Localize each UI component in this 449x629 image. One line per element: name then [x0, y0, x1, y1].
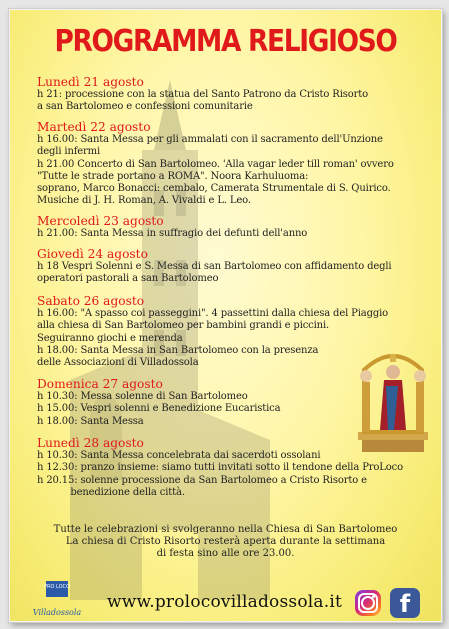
event-line: h 21.00 Concerto di San Bartolomeo. 'Alla vagar leder till roman' ovvero — [37, 158, 394, 170]
poster-title: PROGRAMMA RELIGIOSO — [54, 24, 397, 59]
event-line: h 18.00: Santa Messa in San Bartolomeo con la presenza — [37, 344, 319, 356]
day-heading: Lunedì 21 agosto — [37, 75, 144, 89]
event-line: delle Associazioni di Villadossola — [37, 357, 199, 369]
event-line: operatori pastorali a san Bartolomeo — [37, 273, 219, 285]
saint-statue-image — [358, 346, 428, 454]
facebook-icon[interactable]: f — [390, 588, 420, 618]
event-line: h 21: processione con la statua del Santo Patrono da Cristo Risorto — [37, 89, 368, 100]
event-line: Seguiranno giochi e merenda — [37, 332, 183, 344]
event-line: h 10.30: Messa solenne di San Bartolomeo — [37, 391, 248, 402]
event-line: "Tutte le strade portano a ROMA". Noora Karhuluoma: — [37, 170, 309, 182]
closing-line: Tutte le celebrazioni si svolgeranno nella Chiesa di San Bartolomeo — [53, 524, 398, 535]
instagram-icon[interactable] — [355, 590, 381, 616]
event-line: h 18 Vespri Solenni e S. Messa di san Bartolomeo con affidamento degli — [37, 261, 392, 272]
logo-badge-text: PRO LOCO — [44, 584, 70, 590]
day-heading: Martedì 22 agosto — [37, 120, 151, 134]
section-monday-21 — [37, 75, 368, 114]
closing-note — [10, 524, 441, 561]
website-link[interactable]: www.prolocovilladossola.it — [107, 592, 343, 612]
day-heading: Domenica 27 agosto — [37, 377, 163, 391]
day-heading: Giovedì 24 agosto — [37, 247, 148, 261]
event-line: h 18.00: Santa Messa — [37, 415, 144, 427]
section-thursday-24 — [37, 247, 391, 286]
event-line: soprano, Marco Bonacci: cembalo, Camerata Strumentale di S. Quirico. — [37, 183, 391, 195]
event-line: h 21.00: Santa Messa in suffragio dei defunti dell'anno — [37, 228, 308, 239]
day-heading: Mercoledì 23 agosto — [37, 214, 164, 228]
event-line: alla chiesa di San Bartolomeo per bambini grandi e piccini. — [37, 320, 330, 332]
day-heading: Lunedì 28 agosto — [37, 436, 144, 450]
event-line: h 12.30: pranzo insieme: siamo tutti invitati sotto il tendone della ProLoco — [37, 462, 403, 474]
event-line: h 15.00: Vespri solenni e Benedizione Eucaristica — [37, 403, 281, 415]
event-line: h 10.30: Santa Messa concelebrata dai sacerdoti ossolani — [37, 450, 321, 461]
day-heading: Sabato 26 agosto — [37, 294, 145, 308]
event-line: Musiche di J. H. Roman, A. Vivaldi e L. Leo. — [37, 195, 251, 207]
section-tuesday-22 — [37, 120, 394, 208]
event-line: degli infermi — [37, 146, 101, 158]
section-monday-28 — [37, 436, 403, 499]
closing-line: di festa sino alle ore 23.00. — [156, 548, 295, 560]
event-line: h 16.00: Santa Messa per gli ammalati con il sacramento dell'Unzione — [37, 134, 383, 145]
event-line: benedizione della città. — [37, 486, 185, 498]
section-saturday-26 — [37, 294, 388, 369]
logo-text: Villadossola — [32, 608, 82, 617]
pro-loco-logo — [28, 579, 86, 619]
section-wednesday-23 — [37, 214, 307, 240]
event-line: a san Bartolomeo e confessioni comunitarie — [37, 101, 253, 113]
poster — [9, 9, 442, 622]
event-line: h 16.00: "A spasso coi passeggini". 4 passettini dalla chiesa del Piaggio — [37, 308, 389, 319]
event-line: h 20.15: solenne processione da San Bartolomeo a Cristo Risorto e — [37, 474, 367, 486]
section-sunday-27 — [37, 377, 280, 428]
closing-line: La chiesa di Cristo Risorto resterà aperta durante la settimana — [65, 536, 386, 548]
